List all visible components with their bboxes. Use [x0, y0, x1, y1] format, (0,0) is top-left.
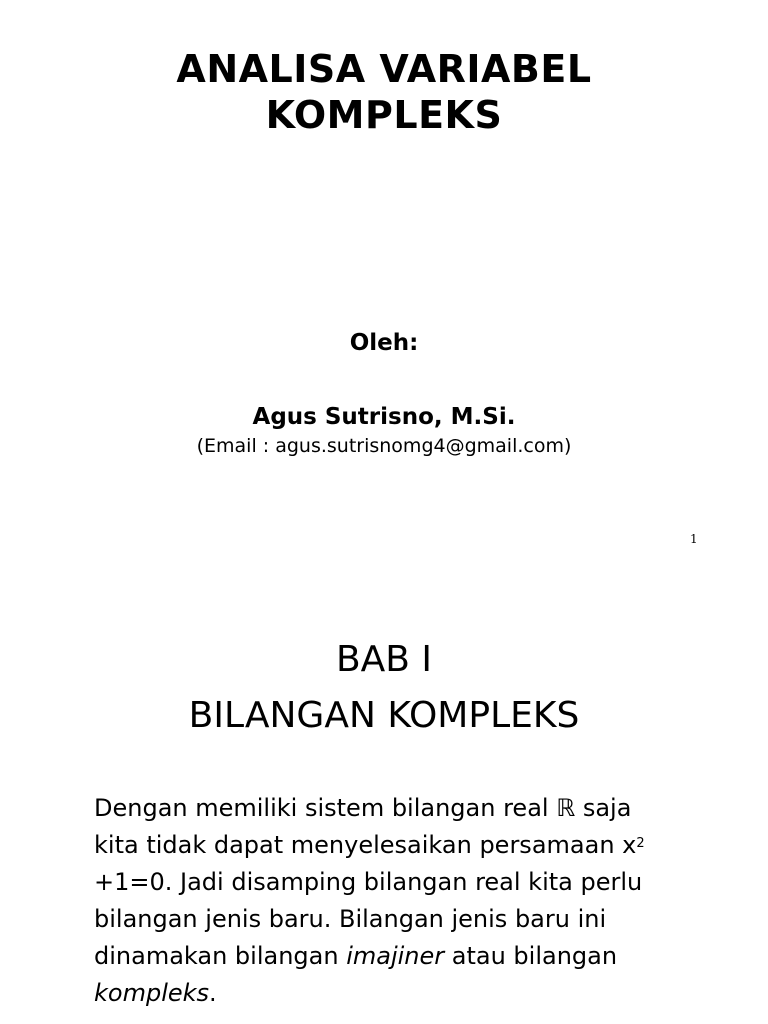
paragraph-line: bilangan jenis baru. Bilangan jenis baru ini	[94, 905, 607, 933]
paragraph-text: atau bilangan	[444, 942, 618, 970]
paragraph-text: kita tidak dapat menyelesaikan persamaan x	[94, 831, 637, 859]
paragraph-text: dinamakan bilangan	[94, 942, 347, 970]
italic-term-imajiner: imajiner	[346, 942, 445, 970]
chapter-number: BAB I	[335, 639, 433, 680]
slide-title	[0, 46, 768, 138]
paragraph-line	[94, 938, 694, 975]
chapter-heading	[0, 632, 768, 744]
page-number: 1	[690, 532, 698, 546]
title-line-2: KOMPLEKS	[265, 93, 503, 137]
intro-paragraph	[94, 790, 694, 1012]
superscript: 2	[636, 836, 645, 851]
author-name: Agus Sutrisno, M.Si.	[252, 404, 516, 430]
paragraph-text: .	[209, 979, 217, 1007]
paragraph-line	[94, 827, 694, 864]
author-email: (Email : agus.sutrisnomg4@gmail.com)	[196, 435, 572, 457]
slide-chapter-1	[0, 560, 768, 1024]
italic-term-kompleks: kompleks	[94, 979, 210, 1007]
chapter-title: BILANGAN KOMPLEKS	[188, 695, 580, 736]
paragraph-line: +1=0. Jadi disamping bilangan real kita perlu	[94, 868, 643, 896]
author-by-label: Oleh:	[349, 330, 419, 356]
title-line-1: ANALISA VARIABEL	[176, 47, 592, 91]
paragraph-line	[94, 975, 694, 1012]
paragraph-line: Dengan memiliki sistem bilangan real ℝ saja	[94, 794, 632, 822]
